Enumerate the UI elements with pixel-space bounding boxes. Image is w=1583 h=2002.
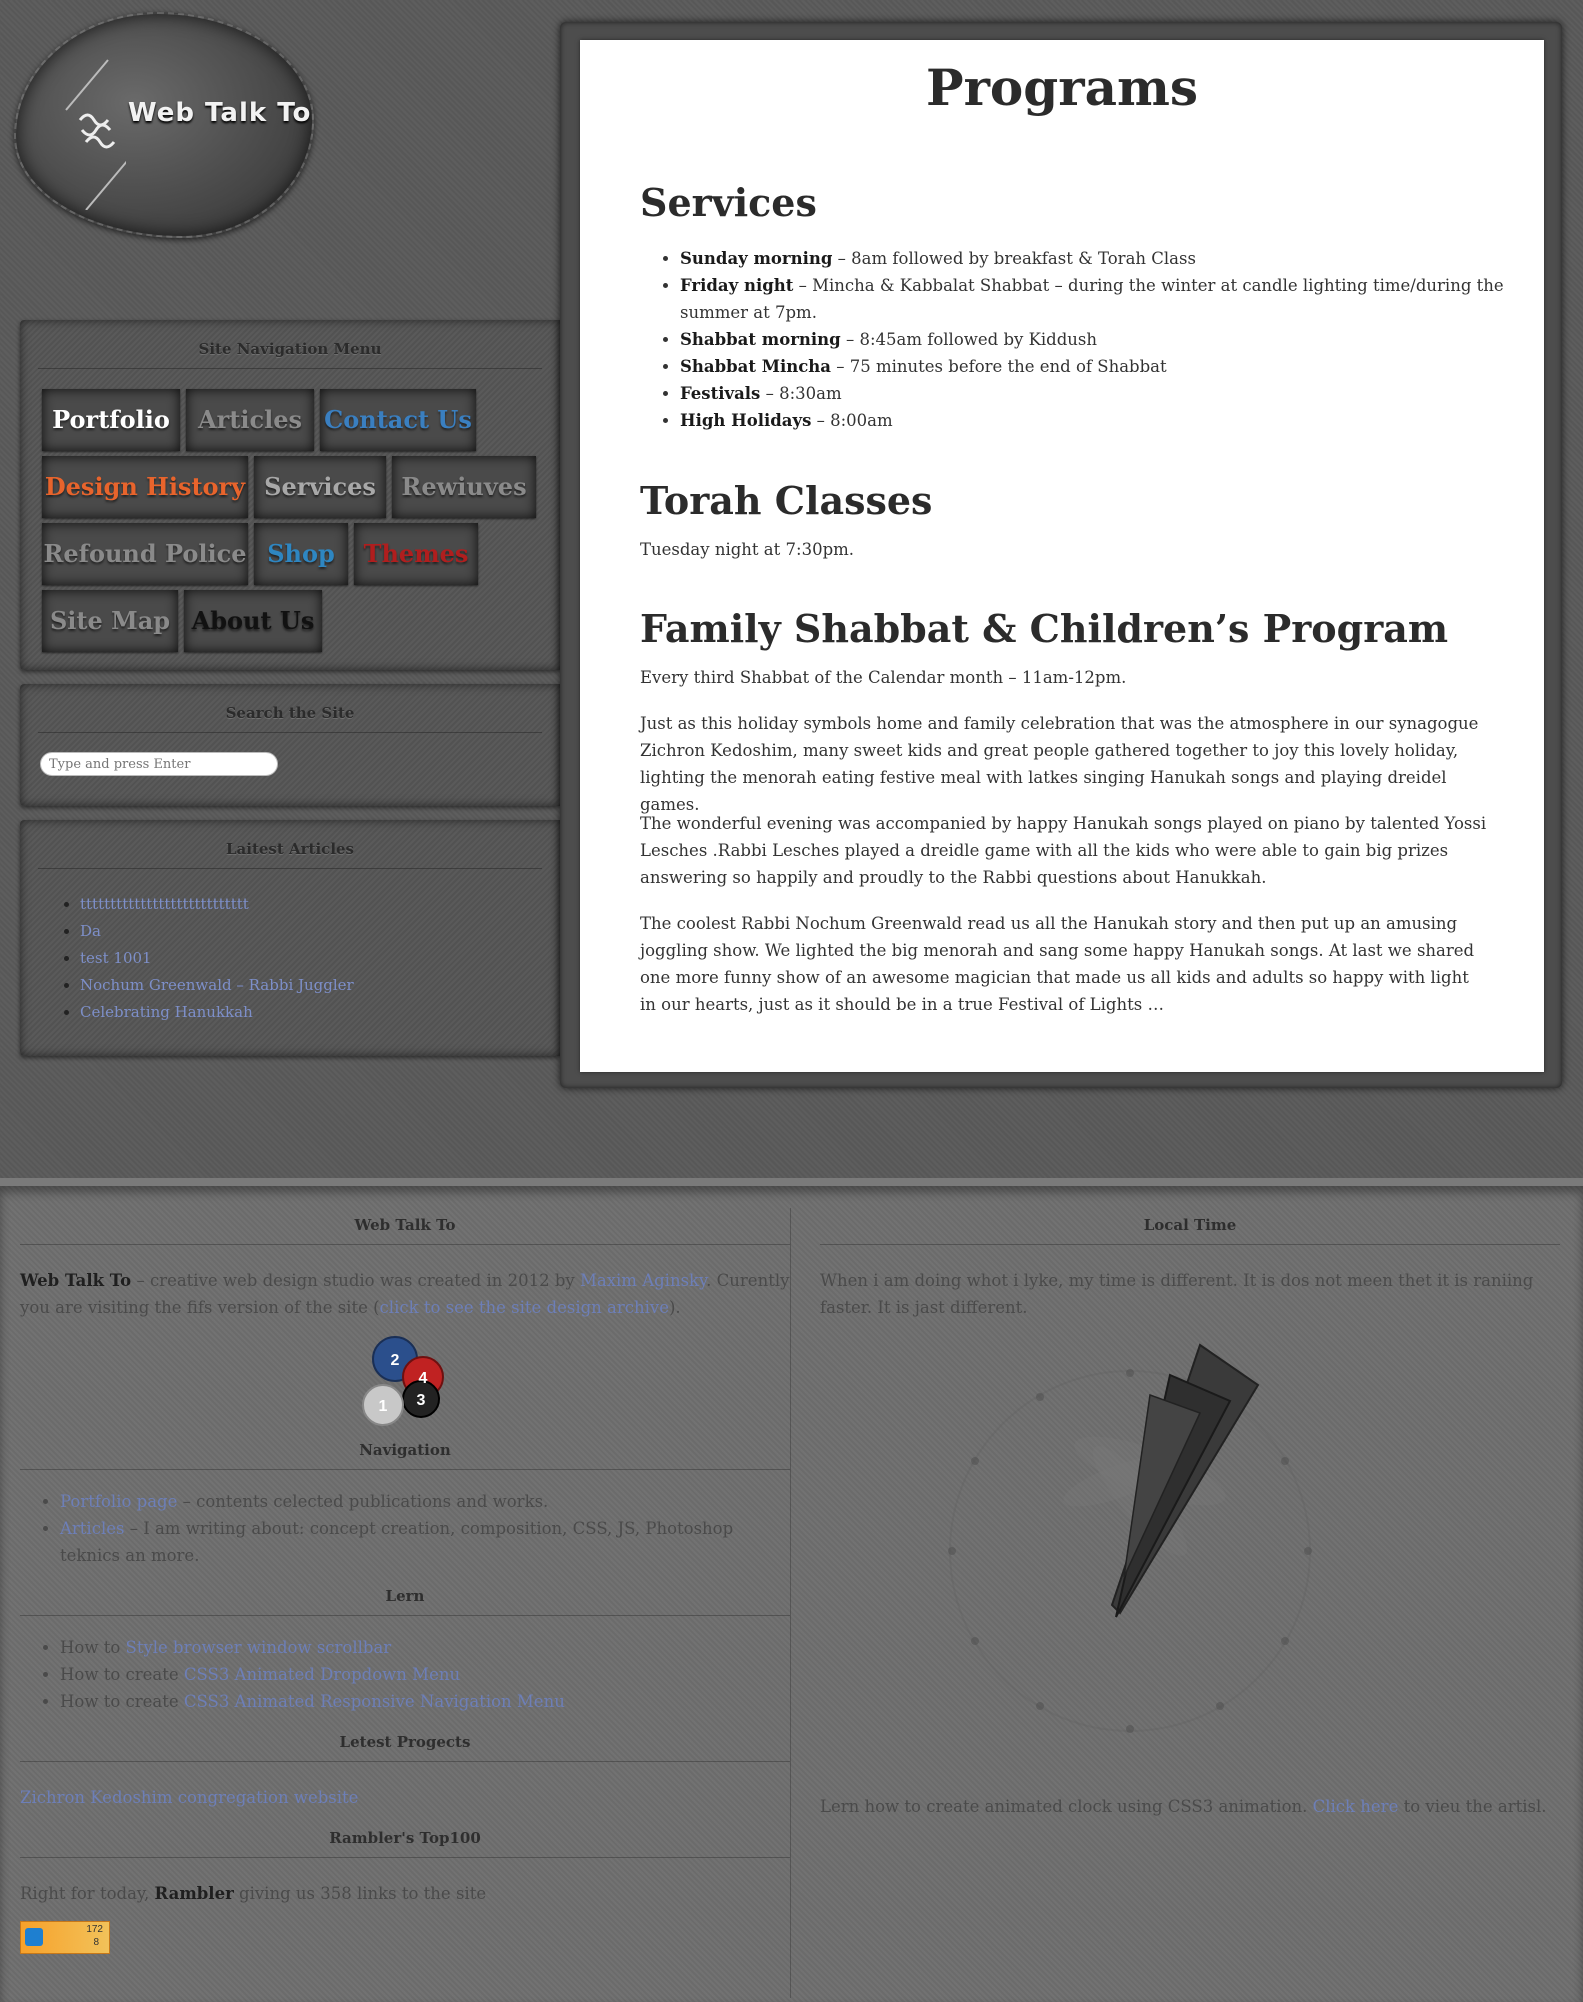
nav-portfolio[interactable]	[42, 389, 180, 451]
service-text: – 8:45am followed by Kiddush	[840, 330, 1098, 349]
nav-rewiuves-label: Rewiuves	[401, 472, 527, 501]
latest-articles-panel	[20, 820, 560, 1056]
rambler-counter-badge[interactable]	[20, 1921, 110, 1954]
author-link[interactable]: Maxim Aginsky	[579, 1271, 707, 1290]
service-text: – 75 minutes before the end of Shabbat	[831, 357, 1167, 376]
service-text: – 8am followed by breakfast & Torah Class	[832, 249, 1196, 268]
counter-logo-icon	[25, 1928, 43, 1946]
footer-intro-bold: Web Talk To	[20, 1271, 132, 1290]
ball-number: 1	[378, 1398, 388, 1415]
nav-shop-label: Shop	[267, 539, 335, 568]
footer-lern-title: Lern	[20, 1569, 790, 1616]
design-archive-link[interactable]: click to see the site design archive	[379, 1298, 669, 1317]
article-link[interactable]: tttttttttttttttttttttttttttt	[80, 895, 249, 913]
search-panel	[20, 684, 560, 806]
local-time-title: Local Time	[820, 1186, 1560, 1245]
list-item	[60, 1661, 790, 1688]
nav-rewiuves[interactable]	[392, 456, 536, 518]
family-paragraph: The coolest Rabbi Nochum Greenwald read us all the Hanukah story and then put up an amusing joggling show. We lighted the big menorah and sang some happy Hanukah songs. At last we shared one more funny show of an awesome magician that made us all kids and adults so happy with light in our hearts, just as it should be in a true Festival of Lights …	[640, 914, 1475, 1014]
services-heading: Services	[640, 180, 817, 225]
clock-note	[820, 1793, 1560, 1820]
article-link[interactable]: Da	[80, 922, 101, 940]
footer-projects-title: Letest Progects	[20, 1715, 790, 1762]
footer-left-column	[20, 1186, 790, 1954]
nav-about-us-label: About Us	[191, 606, 315, 635]
nav-design-history[interactable]	[42, 456, 248, 518]
footer-intro-text: . Curently you are visiting the fifs version of the site (	[20, 1271, 790, 1317]
clock-illustration	[820, 1321, 1560, 1791]
nav-design-history-label: Design History	[44, 472, 246, 501]
footer-intro	[20, 1267, 790, 1321]
list-item	[80, 945, 560, 972]
nav-site-map-label: Site Map	[49, 606, 171, 635]
ball-number: 2	[390, 1352, 400, 1369]
site-logo[interactable]	[14, 12, 314, 238]
nav-services[interactable]	[254, 456, 386, 518]
nav-themes[interactable]	[354, 523, 478, 585]
list-item	[680, 407, 1540, 434]
footer-intro-text: – creative web design studio was created in 2012 by	[131, 1271, 580, 1290]
nav-grid	[42, 389, 560, 685]
main-content-frame	[560, 22, 1562, 1088]
rambler-bold: Rambler	[154, 1884, 234, 1903]
nav-contact-us-label: Contact Us	[324, 405, 472, 434]
footer-lern-list	[20, 1634, 790, 1715]
rambler-text: giving us 358 links to the site	[233, 1884, 487, 1903]
list-item	[60, 1515, 790, 1569]
local-time-text: When i am doing whot i lyke, my time is different. It is dos not meen thet it is raniing faster. It is jast different.	[820, 1271, 1534, 1317]
family-paragraph: Just as this holiday symbols home and family celebration that was the atmosphere in our synagogue Zichron Kedoshim, many sweet kids and great people gathered together to joy this lovely holiday, lighting the menorah eating festive meal with latkes singing Hanukah songs and playing dreidel games.	[640, 714, 1479, 814]
tutorial-link[interactable]: Style browser window scrollbar	[125, 1638, 392, 1657]
service-text: – 8:00am	[811, 411, 893, 430]
footer-navigation-list	[20, 1488, 790, 1569]
counter-value: 172	[86, 1924, 103, 1935]
service-label: Festivals	[680, 384, 761, 403]
footer-divider	[790, 1208, 791, 1998]
nav-contact-us[interactable]	[320, 389, 476, 451]
article-link[interactable]: test 1001	[80, 949, 152, 967]
list-item	[80, 972, 560, 999]
search-input[interactable]	[40, 752, 278, 776]
tutorial-link[interactable]: CSS3 Animated Responsive Navigation Menu	[183, 1692, 565, 1711]
numbered-balls-badge	[20, 1327, 790, 1437]
site-navigation-panel	[20, 320, 560, 670]
list-item	[80, 891, 560, 918]
list-item	[80, 999, 560, 1026]
footer	[0, 1178, 1583, 2002]
squiggle-icon	[56, 50, 126, 210]
clock-note-text: to vieu the artisl.	[1398, 1797, 1547, 1816]
list-item	[680, 326, 1540, 353]
article-link[interactable]: Nochum Greenwald – Rabbi Juggler	[80, 976, 354, 994]
clock-tutorial-link[interactable]: Click here	[1312, 1797, 1399, 1816]
torah-classes-text: Tuesday night at 7:30pm.	[640, 540, 855, 559]
service-text: – 8:30am	[760, 384, 842, 403]
lern-prefix: How to create	[60, 1692, 184, 1711]
nav-site-map[interactable]	[42, 590, 178, 652]
footer-rambler-title: Rambler's Top100	[20, 1811, 790, 1858]
list-item	[60, 1488, 790, 1515]
service-label: Sunday morning	[680, 249, 833, 268]
footer-right-column	[820, 1186, 1560, 1820]
family-paragraph: Every third Shabbat of the Calendar month – 11am-12pm.	[640, 668, 1127, 687]
lern-prefix: How to create	[60, 1665, 184, 1684]
main-content	[580, 40, 1544, 1072]
ball-number: 3	[416, 1392, 426, 1409]
footer-intro-text: ).	[669, 1298, 681, 1317]
footer-navigation-title: Navigation	[20, 1437, 790, 1470]
nav-services-label: Services	[264, 472, 376, 501]
nav-shop[interactable]	[254, 523, 348, 585]
list-item	[60, 1688, 790, 1715]
nav-refound-police[interactable]	[42, 523, 248, 585]
list-item	[680, 353, 1540, 380]
service-label: Friday night	[680, 276, 794, 295]
list-item	[680, 245, 1540, 272]
article-link[interactable]: Celebrating Hanukkah	[80, 1003, 253, 1021]
footer-about-title: Web Talk To	[20, 1186, 790, 1245]
footer-nav-text: – I am writing about: concept creation, composition, CSS, JS, Photoshop teknics an more.	[60, 1519, 734, 1565]
services-list	[640, 245, 1540, 434]
lern-prefix: How to	[60, 1638, 126, 1657]
service-text: – Mincha & Kabbalat Shabbat – during the winter at candle lighting time/during the summer at 7pm.	[680, 276, 1504, 322]
footer-projects-text	[20, 1784, 790, 1811]
rambler-text: Right for today,	[20, 1884, 155, 1903]
list-item	[60, 1634, 790, 1661]
footer-nav-text: – contents celected publications and works.	[177, 1492, 549, 1511]
latest-articles-title: Laitest Articles	[38, 840, 542, 869]
nav-articles-label: Articles	[198, 405, 302, 434]
nav-refound-police-label: Refound Police	[43, 539, 247, 568]
torah-classes-heading: Torah Classes	[640, 478, 933, 523]
page-title: Programs	[925, 58, 1199, 117]
articles-link[interactable]: Articles	[60, 1519, 125, 1538]
search-panel-title: Search the Site	[38, 704, 542, 733]
project-link[interactable]: Zichron Kedoshim congregation website	[20, 1788, 359, 1807]
family-program-heading: Family Shabbat & Children’s Program	[640, 606, 1449, 651]
service-label: Shabbat Mincha	[680, 357, 831, 376]
service-label: Shabbat morning	[680, 330, 841, 349]
nav-panel-title: Site Navigation Menu	[38, 340, 542, 369]
footer-rambler-text	[20, 1880, 790, 1907]
logo-title: Web Talk To	[128, 98, 312, 128]
list-item	[680, 380, 1540, 407]
tutorial-link[interactable]: CSS3 Animated Dropdown Menu	[183, 1665, 461, 1684]
list-item	[80, 918, 560, 945]
counter-value: 8	[93, 1937, 99, 1948]
service-label: High Holidays	[680, 411, 812, 430]
portfolio-page-link[interactable]: Portfolio page	[60, 1492, 178, 1511]
latest-articles-list	[64, 891, 560, 1026]
ball-number: 4	[418, 1370, 428, 1387]
clock-note-text: Lern how to create animated clock using CSS3 animation.	[820, 1797, 1313, 1816]
nav-about-us[interactable]	[184, 590, 322, 652]
nav-articles[interactable]	[186, 389, 314, 451]
list-item	[680, 272, 1540, 326]
nav-portfolio-label: Portfolio	[52, 405, 170, 434]
family-paragraph: The wonderful evening was accompanied by happy Hanukah songs played on piano by talented Yossi Lesches .Rabbi Lesches played a dreidle game with all the kids who were able to gain big prizes answering so happily and proudly to the Rabbi questions about Hanukkah.	[640, 814, 1487, 887]
nav-themes-label: Themes	[363, 539, 469, 568]
